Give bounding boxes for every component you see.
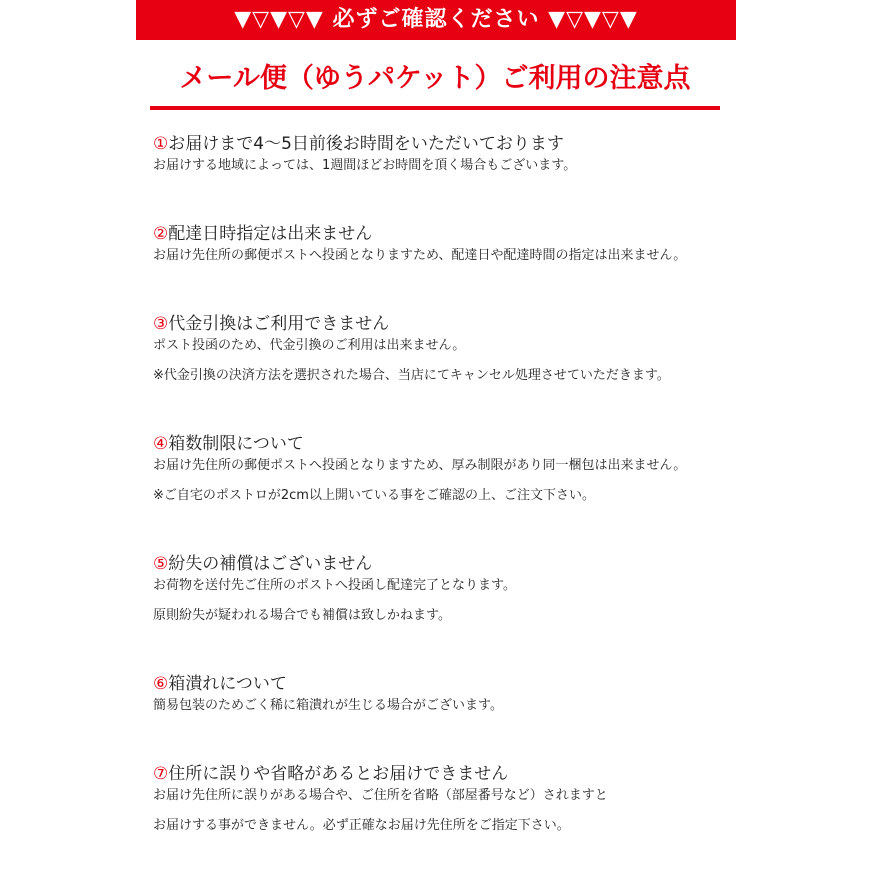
section-line: お荷物を送付先ご住所のポストへ投函し配達完了となります。 bbox=[153, 578, 516, 593]
section-heading-text: お届けまで4～5日前後お時間をいただいております bbox=[168, 134, 564, 154]
section-line: 簡易包装のためごく稀に箱潰れが生じる場合がございます。 bbox=[153, 698, 503, 713]
page-title: メール便（ゆうパケット）ご利用の注意点 bbox=[179, 63, 691, 94]
section-number: ⑤ bbox=[153, 554, 169, 574]
notice-section-5 bbox=[153, 552, 516, 631]
section-heading-text: 箱数制限について bbox=[168, 434, 304, 454]
section-line: ※代金引換の決済方法を選択された場合、当店にてキャンセル処理させていただきます。 bbox=[153, 368, 670, 383]
notice-section-2 bbox=[153, 222, 686, 271]
section-line: ポスト投函のため、代金引換のご利用は出来ません。 bbox=[153, 338, 466, 353]
notice-section-3 bbox=[153, 312, 670, 391]
section-number: ② bbox=[153, 224, 169, 244]
title-underline-divider bbox=[150, 106, 720, 110]
section-heading-text: 箱潰れについて bbox=[168, 674, 287, 694]
section-line: お届け先住所に誤りがある場合や、ご住所を省略（部屋番号など）されますと bbox=[153, 788, 608, 803]
section-number: ③ bbox=[153, 314, 169, 334]
section-heading-text: 配達日時指定は出来ません bbox=[168, 224, 373, 244]
notice-banner-text: ▼▽▼▽▼ 必ずご確認ください ▼▽▼▽▼ bbox=[234, 7, 638, 32]
section-line: お届けする地域によっては、1週間ほどお時間を頂く場合もございます。 bbox=[153, 158, 577, 173]
notice-section-1 bbox=[153, 132, 576, 181]
section-line: お届けする事ができません。必ず正確なお届け先住所をご指定下さい。 bbox=[153, 818, 570, 833]
section-number: ④ bbox=[153, 434, 169, 454]
section-heading-text: 代金引換はご利用できません bbox=[168, 314, 390, 334]
section-line: お届け先住所の郵便ポストへ投函となりますため、厚み制限があり同一梱包は出来ません。 bbox=[153, 458, 687, 473]
notice-banner bbox=[136, 0, 736, 40]
section-line: お届け先住所の郵便ポストへ投函となりますため、配達日や配達時間の指定は出来ません。 bbox=[153, 248, 687, 263]
section-number: ① bbox=[153, 134, 169, 154]
notice-section-7 bbox=[153, 762, 608, 841]
section-line: 原則紛失が疑われる場合でも補償は致しかねます。 bbox=[153, 608, 451, 623]
section-heading-text: 住所に誤りや省略があるとお届けできません bbox=[168, 764, 509, 784]
section-line: ※ご自宅のポストロが2cm以上開いている事をご確認の上、ご注文下さい。 bbox=[153, 488, 595, 503]
notice-section-4 bbox=[153, 432, 686, 511]
notice-section-6 bbox=[153, 672, 503, 721]
section-number: ⑦ bbox=[153, 764, 169, 784]
section-heading-text: 紛失の補償はございません bbox=[168, 554, 373, 574]
section-number: ⑥ bbox=[153, 674, 169, 694]
